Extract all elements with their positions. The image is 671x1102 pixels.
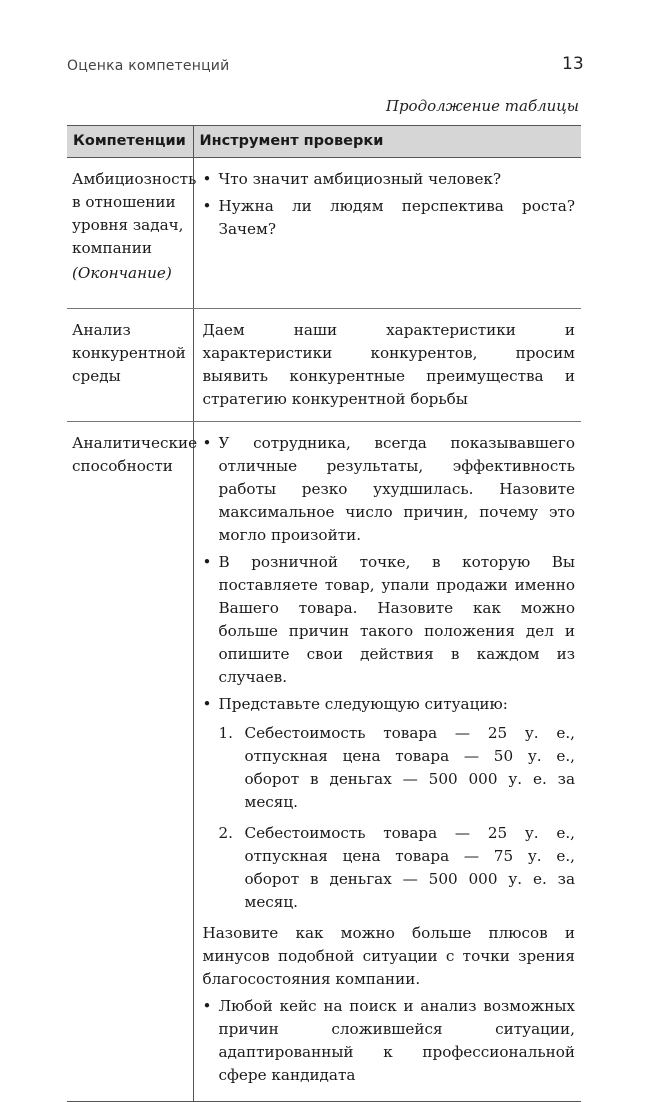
list-item: • Нужна ли людям перспектива роста? Зачем? (203, 195, 576, 241)
competency-name: Анализ конкурентной среды (72, 321, 186, 385)
competency-name: Аналитические способности (72, 434, 198, 475)
numbered-item (203, 722, 576, 814)
bullet-list (203, 168, 576, 241)
list-item: • В розничной точке, в которую Вы поставляете товар, упали продажи именно Вашего товара. Назовите как можно больше причин такого положения дел и опишите свои действия в каждом из случаев. (203, 551, 576, 689)
competency-table (67, 125, 581, 1102)
competency-note: (Окончание) (72, 264, 172, 282)
continuation-note: Продолжение таблицы (385, 97, 579, 115)
tool-description: Даем наши характеристики и характеристики конкурентов, просим выявить конкурентные преимущества и стратегию конкурентной борьбы (202, 321, 575, 408)
numbered-list (203, 722, 576, 914)
list-item: • У сотрудника, всегда показывавшего отличные результаты, эффективность работы резко ухудшилась. Назовите максимальное число причин, почему это могло произойти. (203, 432, 576, 547)
running-header: Оценка компетенций (67, 58, 230, 74)
list-item: • Что значит амбициозный человек? (203, 168, 576, 191)
item-text: Себестоимость товара — 25 у. е., отпускная цена товара — 75 у. е., оборот в деньгах — 500 000 у. е. за месяц. (244, 824, 575, 911)
item-number: 2. (218, 824, 233, 842)
page-number: 13 (562, 54, 584, 74)
bullet-list (203, 432, 576, 716)
column-header-tool: Инструмент проверки (193, 126, 581, 158)
tool-cell (193, 158, 581, 309)
item-number: 1. (218, 724, 233, 742)
list-item: • Представьте следующую ситуацию: (203, 693, 576, 716)
table-row (67, 309, 581, 422)
tool-cell (193, 309, 581, 422)
competency-cell (67, 158, 197, 309)
column-header-competencies: Компетенции (67, 126, 193, 158)
table-header-row (67, 126, 581, 158)
instruction-paragraph: Назовите как можно больше плюсов и минусов подобной ситуации с точки зрения благосостояния компании. (202, 924, 575, 988)
numbered-item (203, 822, 576, 914)
bullet-list (203, 995, 576, 1087)
item-text: Себестоимость товара — 25 у. е., отпускная цена товара — 50 у. е., оборот в деньгах — 500 000 у. е. за месяц. (244, 724, 575, 811)
table-row (67, 158, 581, 309)
competency-name: Амбициозность в отношении уровня задач, компании (72, 170, 197, 257)
competency-cell (67, 309, 193, 422)
list-item: • Любой кейс на поиск и анализ возможных причин сложившейся ситуации, адаптированный к профессиональной сфере кандидата (203, 995, 576, 1087)
